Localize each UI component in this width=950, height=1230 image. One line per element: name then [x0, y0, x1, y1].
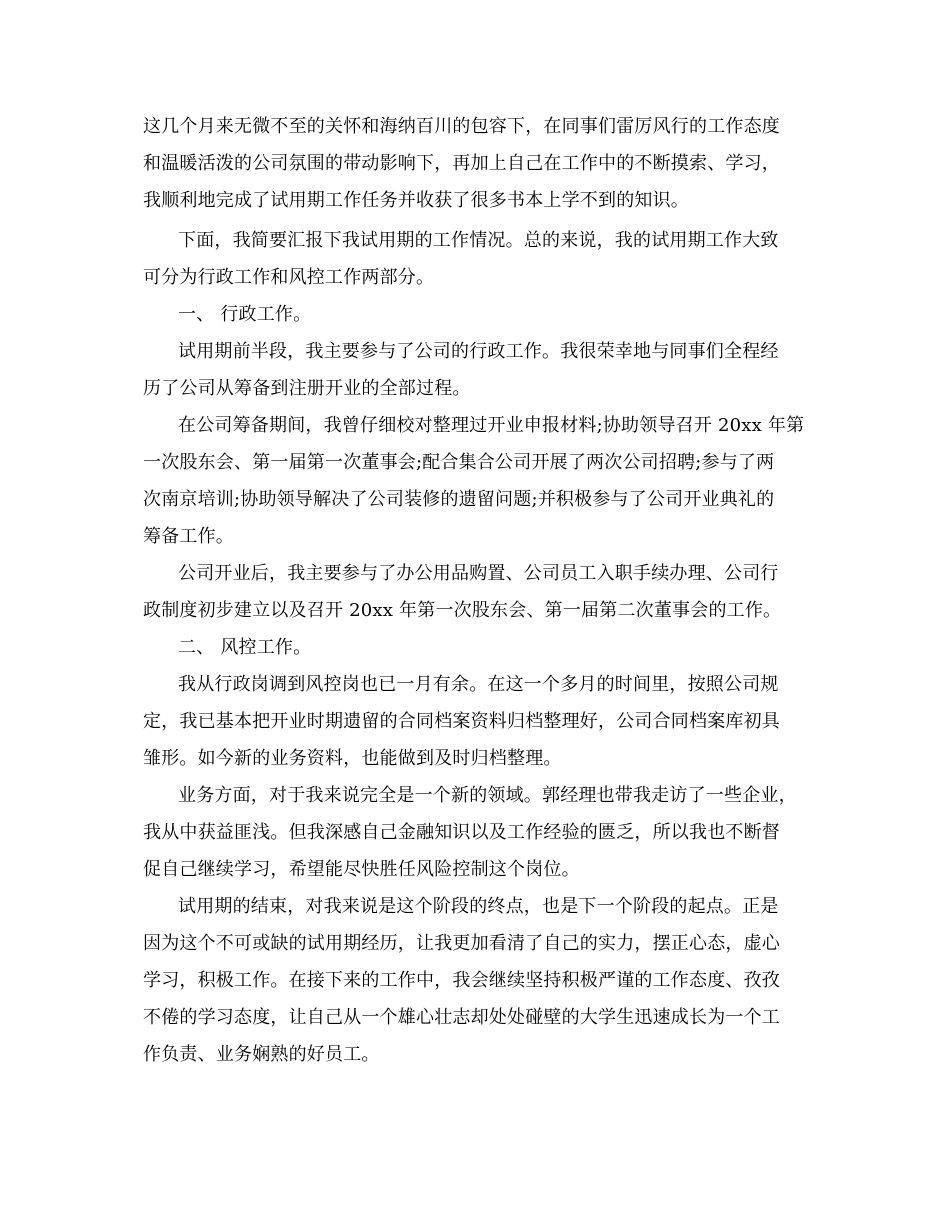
text-line: 公司开业后，我主要参与了办公用品购置、公司员工入职手续办理、公司行	[178, 563, 779, 584]
text-line: 我从行政岗调到风控岗也已一月有余。在这一个多月的时间里，按照公司规	[178, 674, 779, 695]
text-line: 一次股东会、第一届第一次董事会;配合集合公司开展了两次公司招聘;参与了两	[143, 452, 775, 473]
text-line: 因为这个不可或缺的试用期经历，让我更加看清了自己的实力，摆正心态，虚心	[143, 933, 780, 954]
text-line: 我顺利地完成了试用期工作任务并收获了很多书本上学不到的知识。	[143, 190, 689, 211]
text-line: 试用期前半段，我主要参与了公司的行政工作。我很荣幸地与同事们全程经	[178, 341, 779, 362]
text-line: 下面，我简要汇报下我试用期的工作情况。总的来说，我的试用期工作大致	[178, 230, 779, 251]
text-line: 在公司筹备期间，我曾仔细校对整理过开业申报材料;协助领导召开 20xx 年第	[178, 415, 805, 436]
text-line: 和温暖活泼的公司氛围的带动影响下，再加上自己在工作中的不断摸索、学习，	[143, 153, 780, 174]
text-line: 这几个月来无微不至的关怀和海纳百川的包容下，在同事们雷厉风行的工作态度	[143, 116, 780, 137]
text-line: 政制度初步建立以及召开 20xx 年第一次股东会、第一届第二次董事会的工作。	[143, 600, 782, 621]
text-line: 不倦的学习态度，让自己从一个雄心壮志却处处碰壁的大学生迅速成长为一个工	[143, 1007, 780, 1028]
text-line: 雏形。如今新的业务资料，也能做到及时归档整理。	[143, 748, 562, 769]
text-line: 次南京培训;协助领导解决了公司装修的遗留问题;并积极参与了公司开业典礼的	[143, 489, 775, 510]
text-line: 促自己继续学习，希望能尽快胜任风险控制这个岗位。	[143, 859, 580, 880]
text-line: 业务方面，对于我来说完全是一个新的领域。郭经理也带我走访了一些企业，	[178, 785, 797, 806]
text-line: 历了公司从筹备到注册开业的全部过程。	[143, 378, 471, 399]
text-line: 定，我已基本把开业时期遗留的合同档案资料归档整理好，公司合同档案库初具	[143, 711, 780, 732]
section-heading: 一、 行政工作。	[178, 304, 312, 325]
text-line: 我从中获益匪浅。但我深感自己金融知识以及工作经验的匮乏，所以我也不断督	[143, 822, 780, 843]
text-line: 学习，积极工作。在接下来的工作中，我会继续坚持积极严谨的工作态度、孜孜	[143, 970, 780, 991]
text-line: 筹备工作。	[143, 526, 234, 547]
text-line: 试用期的结束，对我来说是这个阶段的终点，也是下一个阶段的起点。正是	[178, 896, 779, 917]
text-line: 可分为行政工作和风控工作两部分。	[143, 267, 435, 288]
section-heading: 二、 风控工作。	[178, 637, 312, 658]
text-line: 作负责、业务娴熟的好员工。	[143, 1044, 380, 1065]
